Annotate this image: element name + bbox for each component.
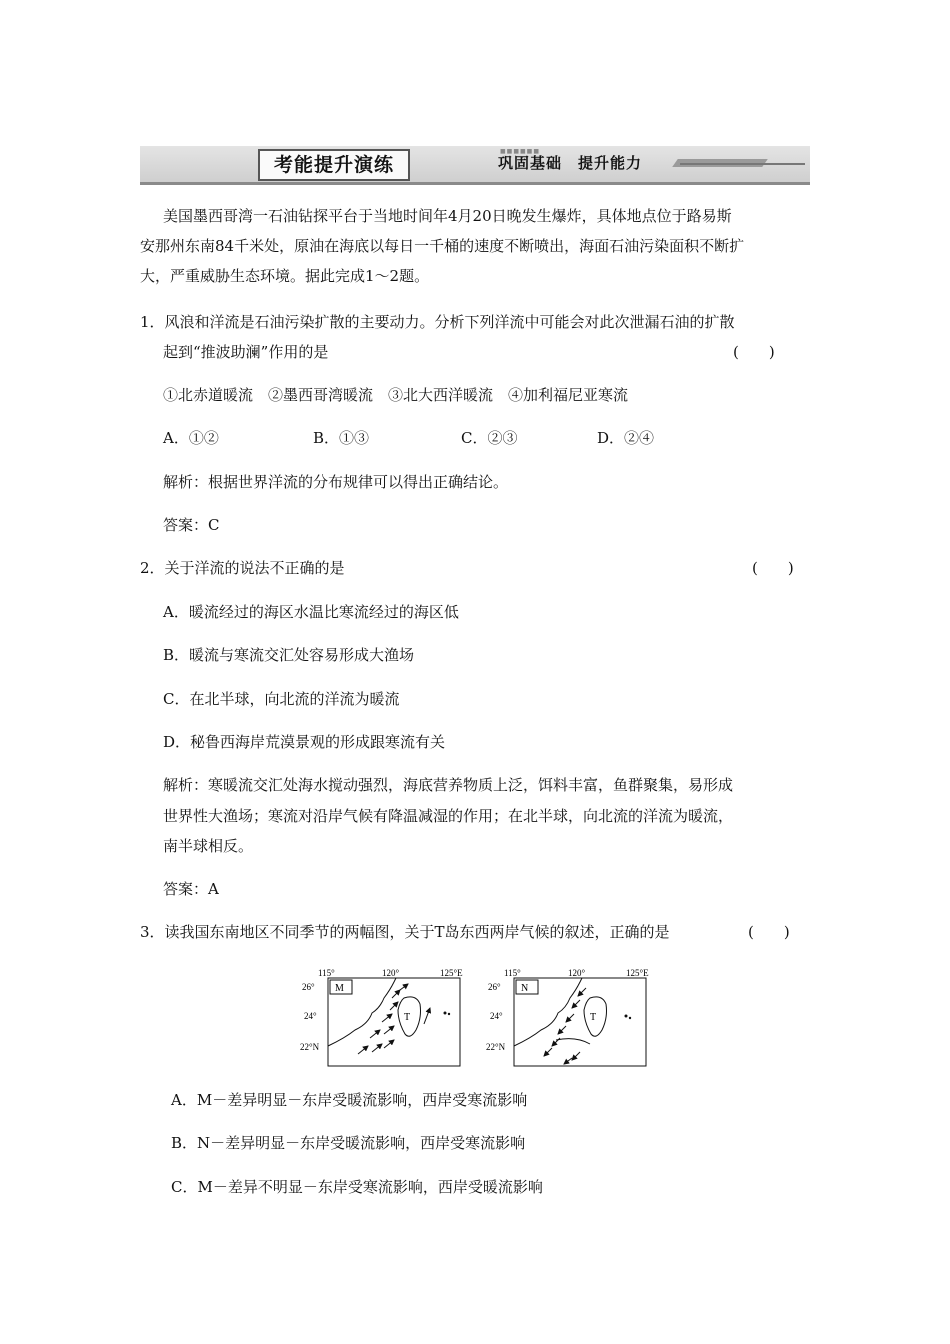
map-n-lat-26: 26°	[488, 982, 501, 992]
q2-option-a: A．暖流经过的海区水温比寒流经过的海区低	[163, 603, 459, 621]
map-m-lat-22: 22°N	[300, 1042, 320, 1052]
map-m-lon-120: 120°	[382, 968, 400, 978]
q3-answer-blank: ( )	[748, 923, 790, 941]
q1-option-c: C．②③	[461, 429, 518, 447]
q1-answer-blank: ( )	[733, 343, 775, 361]
intro-line-1: 美国墨西哥湾一石油钻探平台于当地时间年4月20日晚发生爆炸，具体地点位于路易斯	[163, 207, 732, 225]
map-n-lon-115: 115°	[504, 968, 521, 978]
intro-line-2: 安那州东南84千米处，原油在海底以每日一千桶的速度不断喷出，海面石油污染面积不断扩	[140, 237, 745, 255]
banner-title: 考能提升演练	[258, 149, 410, 181]
q2-answer: 答案：A	[163, 880, 219, 898]
q1-option-a: A．①②	[163, 429, 219, 447]
q1-option-d: D．②④	[597, 429, 655, 447]
section-banner	[140, 146, 810, 185]
q1-answer: 答案：C	[163, 516, 220, 534]
map-m	[300, 968, 470, 1068]
map-m-label: M	[335, 983, 344, 994]
q2-answer-blank: ( )	[752, 559, 794, 577]
q3-stem: 3．读我国东南地区不同季节的两幅图，关于T岛东西两岸气候的叙述，正确的是	[140, 923, 670, 941]
map-m-island-label: T	[404, 1012, 411, 1023]
banner-decoration-dots: ■■■■■■	[500, 148, 541, 155]
map-m-lon-115: 115°	[318, 968, 335, 978]
q2-stem: 2．关于洋流的说法不正确的是	[140, 559, 345, 577]
intro-line-3: 大，严重威胁生态环境。据此完成1～2题。	[140, 267, 430, 285]
map-n-lat-22: 22°N	[486, 1042, 506, 1052]
map-m-lon-125: 125°E	[440, 968, 463, 978]
map-n-lat-24: 24°	[490, 1011, 503, 1021]
q2-analysis-line-2: 世界性大渔场；寒流对沿岸气候有降温减湿的作用；在北半球，向北流的洋流为暖流，	[163, 807, 734, 825]
q2-option-b: B．暖流与寒流交汇处容易形成大渔场	[163, 646, 415, 664]
map-m-lat-26: 26°	[302, 982, 315, 992]
map-n	[486, 968, 656, 1068]
q1-option-b: B．①③	[313, 429, 370, 447]
map-m-lat-24: 24°	[304, 1011, 317, 1021]
map-n-current-arrows	[544, 988, 586, 1064]
map-n-lon-120: 120°	[568, 968, 586, 978]
q2-option-c: C．在北半球，向北流的洋流为暖流	[163, 690, 400, 708]
q2-analysis-line-1: 解析：寒暖流交汇处海水搅动强烈，海底营养物质上泛，饵料丰富，鱼群聚集，易形成	[163, 776, 734, 794]
map-n-label: N	[521, 983, 529, 994]
map-n-current-curve	[556, 1039, 590, 1044]
q1-analysis: 解析：根据世界洋流的分布规律可以得出正确结论。	[163, 473, 509, 491]
q2-analysis-line-3: 南半球相反。	[163, 837, 254, 855]
q3-option-c: C．M－差异不明显－东岸受寒流影响，西岸受暖流影响	[171, 1178, 543, 1196]
banner-subtitle: 巩固基础 提升能力	[498, 154, 643, 172]
q1-items: ①北赤道暖流 ②墨西哥湾暖流 ③北大西洋暖流 ④加利福尼亚寒流	[163, 386, 629, 404]
q1-stem-line-2: 起到“推波助澜”作用的是	[163, 343, 329, 361]
q3-option-a: A．M－差异明显－东岸受暖流影响，西岸受寒流影响	[171, 1091, 528, 1109]
q3-option-b: B．N－差异明显－东岸受暖流影响，西岸受寒流影响	[171, 1134, 526, 1152]
banner-decoration-line	[680, 163, 805, 165]
q2-option-d: D．秘鲁西海岸荒漠景观的形成跟寒流有关	[163, 733, 446, 751]
map-n-island-label: T	[590, 1012, 597, 1023]
q1-stem-line-1: 1．风浪和洋流是石油污染扩散的主要动力。分析下列洋流中可能会对此次泄漏石油的扩散	[140, 313, 735, 331]
map-n-lon-125: 125°E	[626, 968, 649, 978]
